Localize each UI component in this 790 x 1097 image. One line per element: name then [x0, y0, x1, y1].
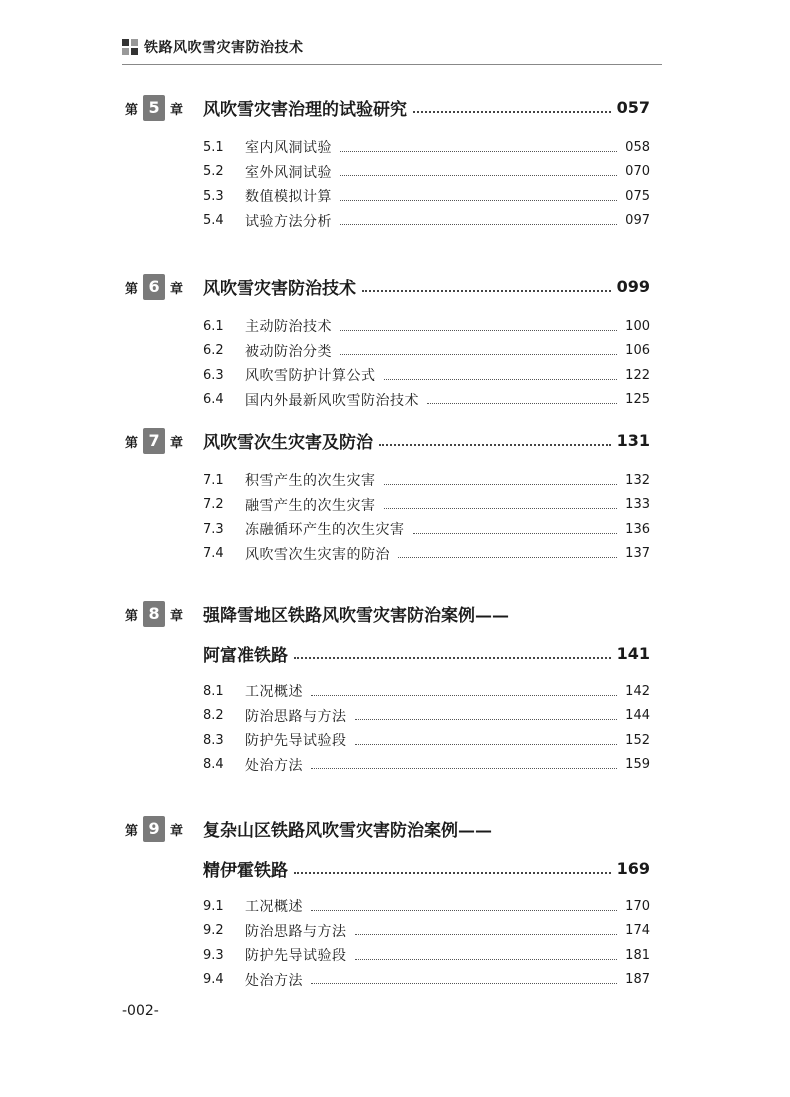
leader-dots — [362, 290, 611, 292]
toc-section-item[interactable]: 9.3 防护先导试验段 181 — [203, 947, 650, 965]
toc-section-item[interactable]: 5.3 数值模拟计算 075 — [203, 188, 650, 206]
chapter-label: 第 8 章 — [125, 601, 183, 627]
chapter-page: 057 — [616, 97, 650, 117]
chapter-label: 第 6 章 — [125, 274, 183, 300]
leader-dots — [294, 872, 611, 874]
chapter-5 — [125, 91, 650, 233]
chapter-heading[interactable] — [125, 270, 650, 302]
chapter-title: 复杂山区铁路风吹雪灾害防治案例—— — [203, 820, 492, 841]
toc-section-item[interactable]: 7.3 冻融循环产生的次生灾害 136 — [203, 521, 650, 539]
chapter-number-badge: 6 — [143, 274, 165, 300]
chapter-title: 风吹雪灾害治理的试验研究 — [203, 99, 407, 120]
chapter-label: 第 7 章 — [125, 428, 183, 454]
toc-section-item[interactable]: 8.1 工况概述 142 — [203, 683, 650, 701]
chapter-8 — [125, 597, 650, 777]
chapter-title-cont: 精伊霍铁路 — [203, 860, 288, 881]
chapter-number-badge: 9 — [143, 816, 165, 842]
toc-section-item[interactable]: 5.4 试验方法分析 097 — [203, 213, 650, 230]
chapter-title: 强降雪地区铁路风吹雪灾害防治案例—— — [203, 605, 509, 626]
chapter-label: 第 9 章 — [125, 816, 183, 842]
toc-section-item[interactable]: 8.2 防治思路与方法 144 — [203, 708, 650, 725]
toc-section-item[interactable]: 7.1 积雪产生的次生灾害 132 — [203, 472, 650, 490]
toc-section-item[interactable]: 6.1 主动防治技术 100 — [203, 318, 650, 336]
chapter-heading[interactable] — [125, 91, 650, 123]
chapter-number-badge: 5 — [143, 95, 165, 121]
chapter-heading-continued[interactable] — [125, 637, 650, 669]
chapter-title: 风吹雪次生灾害及防治 — [203, 432, 373, 453]
chapter-number-badge: 8 — [143, 601, 165, 627]
leader-dots — [379, 444, 611, 446]
chapter-6 — [125, 270, 650, 412]
leader-dots — [413, 111, 611, 113]
leader-dots — [294, 657, 611, 659]
toc-section-item[interactable]: 6.2 被动防治分类 106 — [203, 343, 650, 360]
chapter-heading[interactable] — [125, 812, 650, 844]
chapter-title: 风吹雪灾害防治技术 — [203, 278, 356, 299]
chapter-page: 131 — [616, 430, 650, 450]
chapter-page: 141 — [616, 643, 650, 663]
toc-section-item[interactable]: 8.3 防护先导试验段 152 — [203, 732, 650, 750]
header-divider — [122, 64, 662, 65]
chapter-9 — [125, 812, 650, 992]
running-header — [122, 36, 304, 58]
toc-section-item[interactable]: 6.3 风吹雪防护计算公式 122 — [203, 367, 650, 385]
chapter-7 — [125, 424, 650, 566]
chapter-page: 099 — [616, 276, 650, 296]
chapter-label: 第 5 章 — [125, 95, 183, 121]
page-number: -002- — [122, 1003, 159, 1019]
toc-section-item[interactable]: 9.2 防治思路与方法 174 — [203, 923, 650, 940]
toc-section-item[interactable]: 5.1 室内风洞试验 058 — [203, 139, 650, 157]
toc-section-item[interactable]: 8.4 处治方法 159 — [203, 757, 650, 774]
toc-section-item[interactable]: 5.2 室外风洞试验 070 — [203, 164, 650, 181]
chapter-heading[interactable] — [125, 424, 650, 456]
toc-section-item[interactable]: 9.4 处治方法 187 — [203, 972, 650, 989]
book-title: 铁路风吹雪灾害防治技术 — [144, 40, 304, 56]
chapter-heading-continued[interactable] — [125, 852, 650, 884]
chapter-title-cont: 阿富准铁路 — [203, 645, 288, 666]
chapter-heading[interactable] — [125, 597, 650, 629]
chapter-number-badge: 7 — [143, 428, 165, 454]
chapter-page: 169 — [616, 858, 650, 878]
toc-section-item[interactable]: 7.2 融雪产生的次生灾害 133 — [203, 497, 650, 514]
toc-section-item[interactable]: 7.4 风吹雪次生灾害的防治 137 — [203, 546, 650, 563]
toc-section-item[interactable]: 9.1 工况概述 170 — [203, 898, 650, 916]
book-logo-icon — [122, 39, 138, 55]
toc-section-item[interactable]: 6.4 国内外最新风吹雪防治技术 125 — [203, 392, 650, 409]
